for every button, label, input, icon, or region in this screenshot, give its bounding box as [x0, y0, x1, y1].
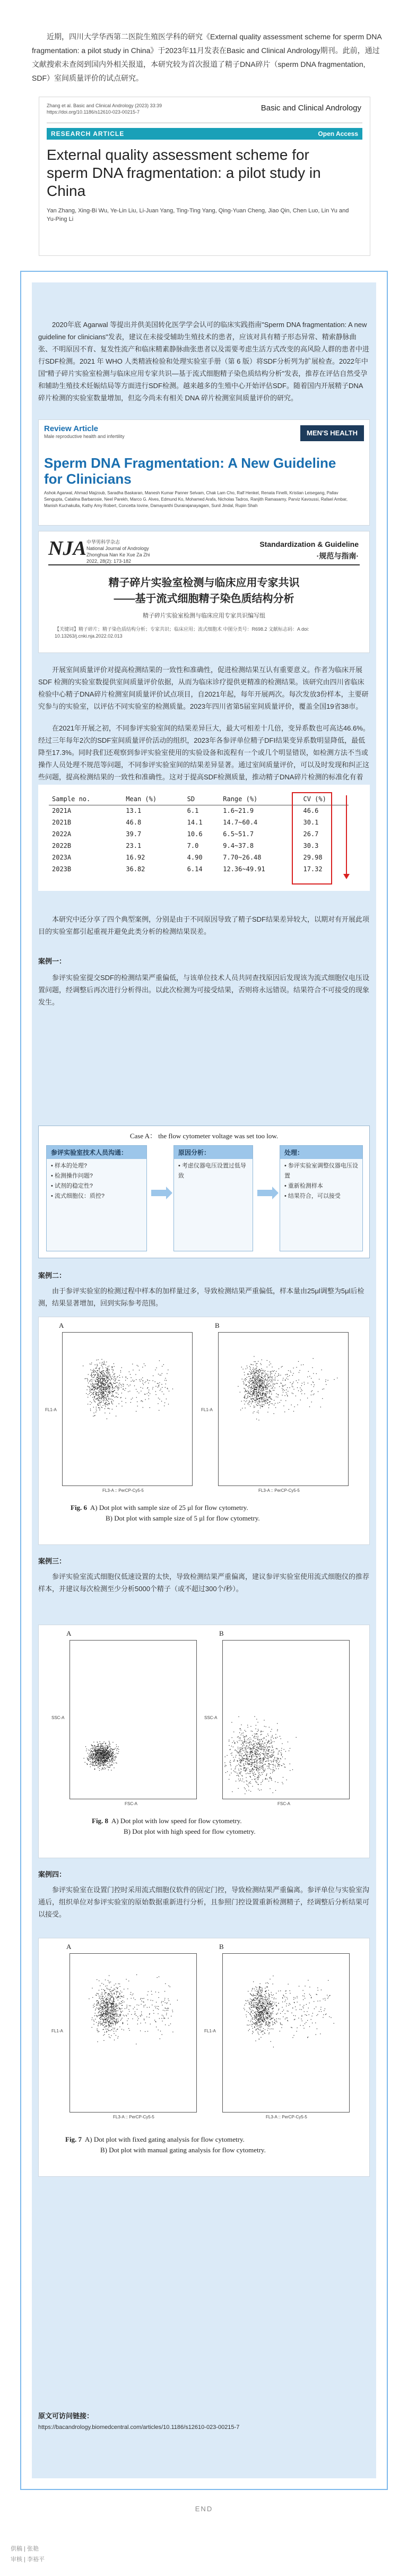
dot-cloud	[83, 1359, 173, 1419]
table-cell: 2022B	[52, 842, 72, 849]
table-cell: 14.7~60.4	[223, 819, 258, 826]
table-cell: 2023A	[52, 854, 72, 861]
list-item: • 流式细胞仪：质控?	[51, 1193, 105, 1199]
table-cell: 13.1	[126, 807, 142, 815]
table-cell: 46.8	[126, 819, 142, 826]
table-cell: 26.7	[303, 830, 319, 838]
panel-label-b: B	[219, 1943, 224, 1951]
table-cell: 2023B	[52, 865, 72, 873]
y-axis-label: SSC-A	[51, 1715, 65, 1720]
dot-cloud	[84, 1741, 119, 1771]
analysis-box	[173, 1145, 253, 1251]
list-item: • 样本的处理?	[51, 1163, 88, 1169]
paragraph-cases: 本研究中还分享了四个典型案例，分别是由于不同原因导致了精子SDF结果差异较大，以期对有开展此项目的实验室都引起重视并避免此类分析的检测结果误差。	[38, 915, 370, 935]
end-marker: END	[195, 2505, 213, 2513]
consensus-paper-card	[38, 531, 370, 653]
table-header: Mean (%)	[123, 793, 184, 805]
nja-logo: NJA	[48, 537, 86, 560]
dot-cloud	[244, 1976, 334, 2047]
table-cell: 6.14	[187, 865, 203, 873]
caption-b: B) Dot plot with sample size of 5 μl for flow cytometry.	[106, 1514, 260, 1522]
guideline-authors: Ashok Agarwal, Ahmad Majzoub, Saradha Baskaran, Manesh Kumar Panner Selvam, Chak Lam Cho, Ralf Henkel, Renata Finelli, Kristian Leisegang, Pallav Sengupta, Catalina Barbarosie, Neel Parekh, Marco G. Alves, Edmund Ko, Mohamed Arafa, Nicholas Tadros, Ranjith Ramasamy, Parviz Kavoussi, Rafael Ambar, Manish Kuchakulla, Kathy Amy Robert, Concetta Iovine, Damayanthi Durairajanayagam, Sunil Jindal, Rupin Shah	[44, 491, 348, 508]
table-cell: 29.98	[303, 854, 323, 861]
y-axis-label: FL1-A	[45, 1407, 57, 1412]
table-cell: 12.36~49.91	[223, 865, 265, 873]
divider	[48, 564, 360, 565]
y-axis-label: FL1-A	[204, 2029, 216, 2033]
paragraph-guidelines: 2020年底 Agarwal 等提出并供美国转化医学学会认可的临床实践指南"Sperm DNA fragmentation: A new guideline for clinicians"发表，建议在未接受辅助生殖技术的患者，应该对具有精子形态异常、精索静脉曲张、不明原因不育、复发性流产和临床精素静脉曲张患者以及需要考虑生活方式改变的高风险人群的患者中进行SDF检测。2021 年 WHO 人类精液检验和处理实验室手册（第 6 版）将SDF分析列为扩展检查。2022年中国"精子碎片实验室检测与临床应用专家共识—基于流式细胞精子染色质结构分析"发表，推荐在评估自然受孕和辅助生殖技术妊娠结局等方面进行SDF检测。越来越多的生殖中心开始评估SDF。随着国内开展精子DNA碎片检测的实验室数量增加，但迄今尚未有相关 DNA 碎片检测室间质量评价的研究。	[38, 321, 370, 402]
arrow-right-icon	[151, 1190, 167, 1196]
table-cell: 2022A	[52, 830, 72, 838]
figure-8	[38, 1625, 370, 1858]
analysis-list	[174, 1159, 253, 1183]
panel-label-a: A	[66, 1629, 72, 1637]
x-axis-label: FSC-A	[277, 1801, 290, 1806]
table-cell: 2021A	[52, 807, 72, 815]
table-cell: 6.5~51.7	[223, 830, 254, 838]
table-cell: 2021B	[52, 819, 72, 826]
figure-number: Fig. 8	[92, 1817, 109, 1825]
dot-plot-b	[218, 1332, 349, 1486]
case1-heading: 案例一：	[38, 957, 66, 965]
list-item: • 检测操作问题?	[51, 1173, 93, 1179]
x-axis-label: FL3-A :: PerCP-Cy5-5	[258, 1488, 300, 1493]
reference-link[interactable]: https://bacandrology.biomedcentral.com/articles/10.1186/s12610-023-00215-7	[38, 2424, 240, 2431]
communication-heading: 参评实验室技术人员沟通：	[47, 1146, 146, 1159]
paragraph-results: 在2021年开展之初，不同参评实验室间的结果差异巨大，最大可相差十几倍，变异系数也可高达46.6%。经过三年每年2次的SDF室间质量评价活动的组织，2023年各参评单位精子DFI结果变异系数明显降低，最低降至17.3%。同时我们还观察到参评实验室使用的实验设备和流程有一个或几个明显错误，如检测方法不当或操作人员处理不规范等问题，不同参评实验室间的结果差异显著。通过室间质量评价，可以及时发现和纠正这些问题，提高检测结果的一致性和准确性。这对于提高SDF检测质量，推动精子DNA碎片检测的标准化有着	[38, 724, 370, 781]
table-header: CV (%)	[300, 793, 349, 805]
article-type: RESEARCH ARTICLE	[51, 130, 125, 138]
dot-plot-svg	[63, 1333, 193, 1487]
panel-label-a: A	[66, 1943, 72, 1951]
table-header: Sample no.	[49, 793, 123, 805]
table-cell: 4.90	[187, 854, 203, 861]
list-item: • 参评实验室调整仪器电压设置	[284, 1163, 358, 1179]
review-subtitle: Male reproductive health and infertility	[44, 434, 125, 439]
table-cell: 16.92	[126, 854, 145, 861]
dot-plot-a	[62, 1332, 193, 1486]
figure-number: Fig. 7	[65, 2135, 82, 2143]
dot-cloud	[238, 1356, 337, 1420]
paper-title: External quality assessment scheme for sperm DNA fragmentation: a pilot study in China	[47, 147, 321, 199]
communication-list	[47, 1159, 146, 1204]
caption-b: B) Dot plot with manual gating analysis for flow cytometry.	[100, 2146, 266, 2154]
case-a-diagram	[38, 1126, 370, 1258]
table-cell: 30.3	[303, 842, 319, 849]
dot-cloud	[89, 1974, 178, 2045]
down-arrow-icon	[346, 795, 347, 875]
y-axis-label: SSC-A	[204, 1715, 218, 1720]
reference-heading: 原文可访问链接：	[38, 2412, 94, 2420]
x-axis-label: FSC-A	[125, 1801, 137, 1806]
table-cell: 30.1	[303, 819, 319, 826]
dot-plot-svg	[70, 1954, 197, 2113]
caption-a: A) Dot plot with sample size of 25 μl for flow cytometry.	[90, 1504, 248, 1512]
table-header: Range (%)	[220, 793, 300, 805]
section-label-cn: ·规范与指南·	[316, 552, 359, 560]
dot-plot-svg	[223, 1954, 350, 2113]
section-label: Standardization & Guideline	[259, 540, 359, 548]
case2-paragraph: 由于参评实验室的检测过程中样本的加样量过多，导致检测结果严重偏低，样本量由25μl调整为5μl后检测，结果显著增加，回到实际参考范围。	[38, 1287, 364, 1307]
handling-box	[280, 1145, 363, 1251]
table-cell: 7.70~26.48	[223, 854, 262, 861]
guideline-paper-card	[38, 419, 370, 526]
table-cell: 36.82	[126, 865, 145, 873]
x-axis-label: FL3-A :: PerCP-Cy5-5	[266, 2115, 307, 2119]
caption-a: A) Dot plot with fixed gating analysis for flow cytometry.	[84, 2135, 245, 2143]
figure-caption	[39, 1503, 369, 1513]
y-axis-label: FL1-A	[51, 2029, 63, 2033]
guideline-title: Sperm DNA Fragmentation: A New Guideline for Clinicians	[44, 455, 336, 487]
table-cell: 9.4~37.8	[223, 842, 254, 849]
list-item: • 试剂的稳定性?	[51, 1183, 93, 1189]
table-cell: 23.1	[126, 842, 142, 849]
list-item: • 重新检测样本	[284, 1183, 323, 1189]
review-article-label: Review Article	[44, 424, 98, 433]
handling-list	[280, 1159, 362, 1204]
table-header: SD	[184, 793, 220, 805]
dot-plot-svg	[70, 1641, 197, 1800]
paper-authors: Yan Zhang, Xing-Bi Wu, Ye-Lin Liu, Li-Juan Yang, Ting-Ting Yang, Qing-Yuan Cheng, Jiao Qin, Chen Luo, Lin Yu and Yu-Ping Li	[47, 208, 349, 222]
panel-label-a: A	[59, 1321, 64, 1329]
x-axis-label: FL3-A :: PerCP-Cy5-5	[102, 1488, 144, 1493]
cv-table-card	[38, 785, 370, 891]
x-axis-label: FL3-A :: PerCP-Cy5-5	[113, 2115, 154, 2119]
paper-journal: Basic and Clinical Andrology	[261, 104, 361, 113]
consensus-subtitle: ——基于流式细胞精子染色质结构分析	[114, 593, 294, 605]
paper-screenshot	[39, 97, 370, 256]
caption-b: B) Dot plot with high speed for flow cytometry.	[124, 1827, 256, 1835]
caption-a: A) Dot plot with low speed for flow cytometry.	[111, 1817, 242, 1825]
panel-label-b: B	[215, 1321, 220, 1329]
credit-reviewer: 审核 | 李裕平	[11, 2556, 45, 2563]
case3-paragraph: 参评实验室流式细胞仪低速设置的太快，导致检测结果严重偏离，建议参评实验室使用流式细胞仪的推荐样本，并建议每次检测至少分析5000个精子（或不超过300个/秒）。	[38, 1573, 370, 1593]
dot-plot-b	[222, 1640, 350, 1799]
cv-highlight-box	[292, 792, 332, 885]
communication-box	[46, 1145, 147, 1251]
table-cell: 10.6	[187, 830, 203, 838]
credit-author: 供稿 | 张艳	[11, 2546, 39, 2552]
list-item: • 结果符合，可以接受	[284, 1193, 341, 1199]
dot-plot-svg	[223, 1641, 350, 1800]
arrow-right-icon	[257, 1190, 273, 1196]
consensus-keywords: 【关键词】精子碎片；精子染色质结构分析；专家共识；临床应用；流式细胞术 中图分类号：R698.2 文献标志码：A doi: 10.13263/j.cnki.nja.2022.02.013	[55, 626, 309, 639]
table-cell: 46.6	[303, 807, 319, 815]
open-access-badge: Open Access	[318, 130, 358, 138]
consensus-title: 精子碎片实验室检测与临床应用专家共识	[108, 577, 300, 589]
table-cell: 7.0	[187, 842, 199, 849]
figure-6	[38, 1317, 370, 1545]
paper-meta: Zhang et al. Basic and Clinical Andrology (2023) 33:39 https://doi.org/10.1186/s12610-023-00215-7	[47, 103, 162, 115]
paragraph-eqa: 开展室间质量评价对提高检测结果的一致性和准确性，促进检测结果互认有重要意义。作者为临床开展 SDF 检测的实验室数提供室间质量评价依据，从而为临床诊疗提供更精准的检测结果。该研究由四川省临床检验中心精子DNA碎片检测室间质量评价试点项目，自2021年起，每年开展两次。每次发放3份样本，主要研究参与的实验室，以评估不同实验室的检测质量。2023年四川省第5届室间质量评价，覆盖全国19省38市。	[38, 666, 369, 710]
case1-paragraph: 参评实验室提交SDF的检测结果严重偏低，与该单位技术人员共同查找原因后发现该为流式细胞仪电压设置问题，经调整后再次进行分析得出。以此次检测为可接受结果，否则将永远错误。结果符合不可接受的现象发生。	[38, 974, 370, 1006]
nja-journal: 中华男科学杂志 National Journal of Andrology Zhonghua Nan Ke Xue Za Zhi 2022, 28(2): 173-182	[86, 539, 150, 564]
consensus-group: 精子碎片实验室检测与临床应用专家共识编写组	[143, 613, 265, 619]
dot-plot-a	[70, 1640, 197, 1799]
panel-label-b: B	[219, 1629, 224, 1637]
dot-plot-b	[222, 1953, 350, 2113]
dot-cloud	[224, 1716, 297, 1794]
analysis-heading: 原因分析：	[174, 1146, 253, 1159]
reference-section	[38, 2410, 370, 2458]
case2-heading: 案例二：	[38, 1272, 66, 1280]
figure-number: Fig. 6	[71, 1504, 88, 1512]
case4-heading: 案例四：	[38, 1870, 66, 1878]
table-cell: 14.1	[187, 819, 203, 826]
table-cell: 17.32	[303, 865, 323, 873]
dot-plot-svg	[219, 1333, 349, 1487]
table-cell: 1.6~21.9	[223, 807, 254, 815]
figure-caption	[39, 1816, 369, 1826]
figure-7	[38, 1938, 370, 2177]
handling-heading: 处理：	[280, 1146, 362, 1159]
dot-plot-a	[70, 1953, 197, 2113]
table-cell: 39.7	[126, 830, 142, 838]
table-cell: 6.1	[187, 807, 199, 815]
figure-caption	[39, 2135, 369, 2144]
article-type-bar	[47, 128, 362, 140]
list-item: • 考虑仪器电压设置过低导致	[178, 1163, 246, 1179]
case-a-title: Case A： the flow cytometer voltage was set too low.	[129, 1132, 279, 1140]
intro-text: 近期，四川大学华西第二医院生殖医学科的研究《External quality assessment scheme for sperm DNA fragmentation: a pilot study in China》于2023年11月发表在Basic and Clinical Andrology期刊。此前，通过文献搜索未查阅到国内外相关报道，本研究较为首次报道了精子DNA碎片（sperm DNA fragmentation, SDF）室间质量评价的试点研究。	[32, 32, 381, 82]
case3-heading: 案例三：	[38, 1557, 66, 1565]
y-axis-label: FL1-A	[201, 1407, 213, 1412]
mens-health-logo: MEN'S HEALTH	[300, 425, 364, 441]
case4-paragraph: 参评实验室在设置门控时采用流式细胞仪软件的固定门控，导致检测结果严重偏离。参评单位与实验室沟通后，组织单位对参评实验室的原始数据重新进行分析，且参照门控设置重新检测精子，经调整后分析结果可以接受。	[38, 1886, 370, 1918]
